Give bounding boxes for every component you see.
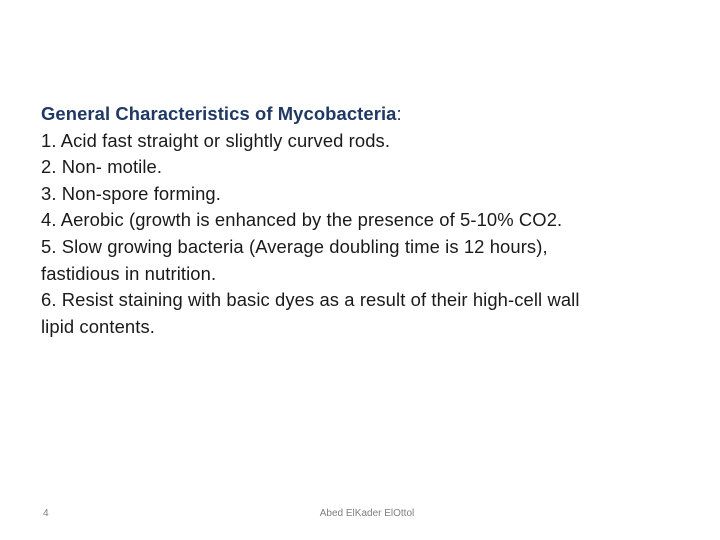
list-item-continuation: fastidious in nutrition. [41, 262, 217, 284]
list-item: 2. Non- motile. [41, 156, 163, 178]
list-item-continuation: lipid contents. [41, 315, 155, 337]
list-item: 3. Non-spore forming. [41, 182, 221, 204]
slide-heading [41, 101, 691, 128]
list-item: 6. Resist staining with basic dyes as a result of their high-cell wall [41, 289, 580, 311]
list-item: 1. Acid fast straight or slightly curved rods. [41, 129, 391, 151]
heading-colon: : [396, 103, 402, 124]
footer-author: Abed ElKader ElOttol [319, 508, 415, 519]
list-item: 4. Aerobic (growth is enhanced by the presence of 5-10% CO2. [41, 209, 563, 231]
list-item: 5. Slow growing bacteria (Average doubling time is 12 hours), [41, 235, 548, 257]
heading-text: General Characteristics of Mycobacteria [41, 103, 397, 124]
page-number: 4 [43, 508, 49, 519]
slide-content [41, 101, 691, 340]
